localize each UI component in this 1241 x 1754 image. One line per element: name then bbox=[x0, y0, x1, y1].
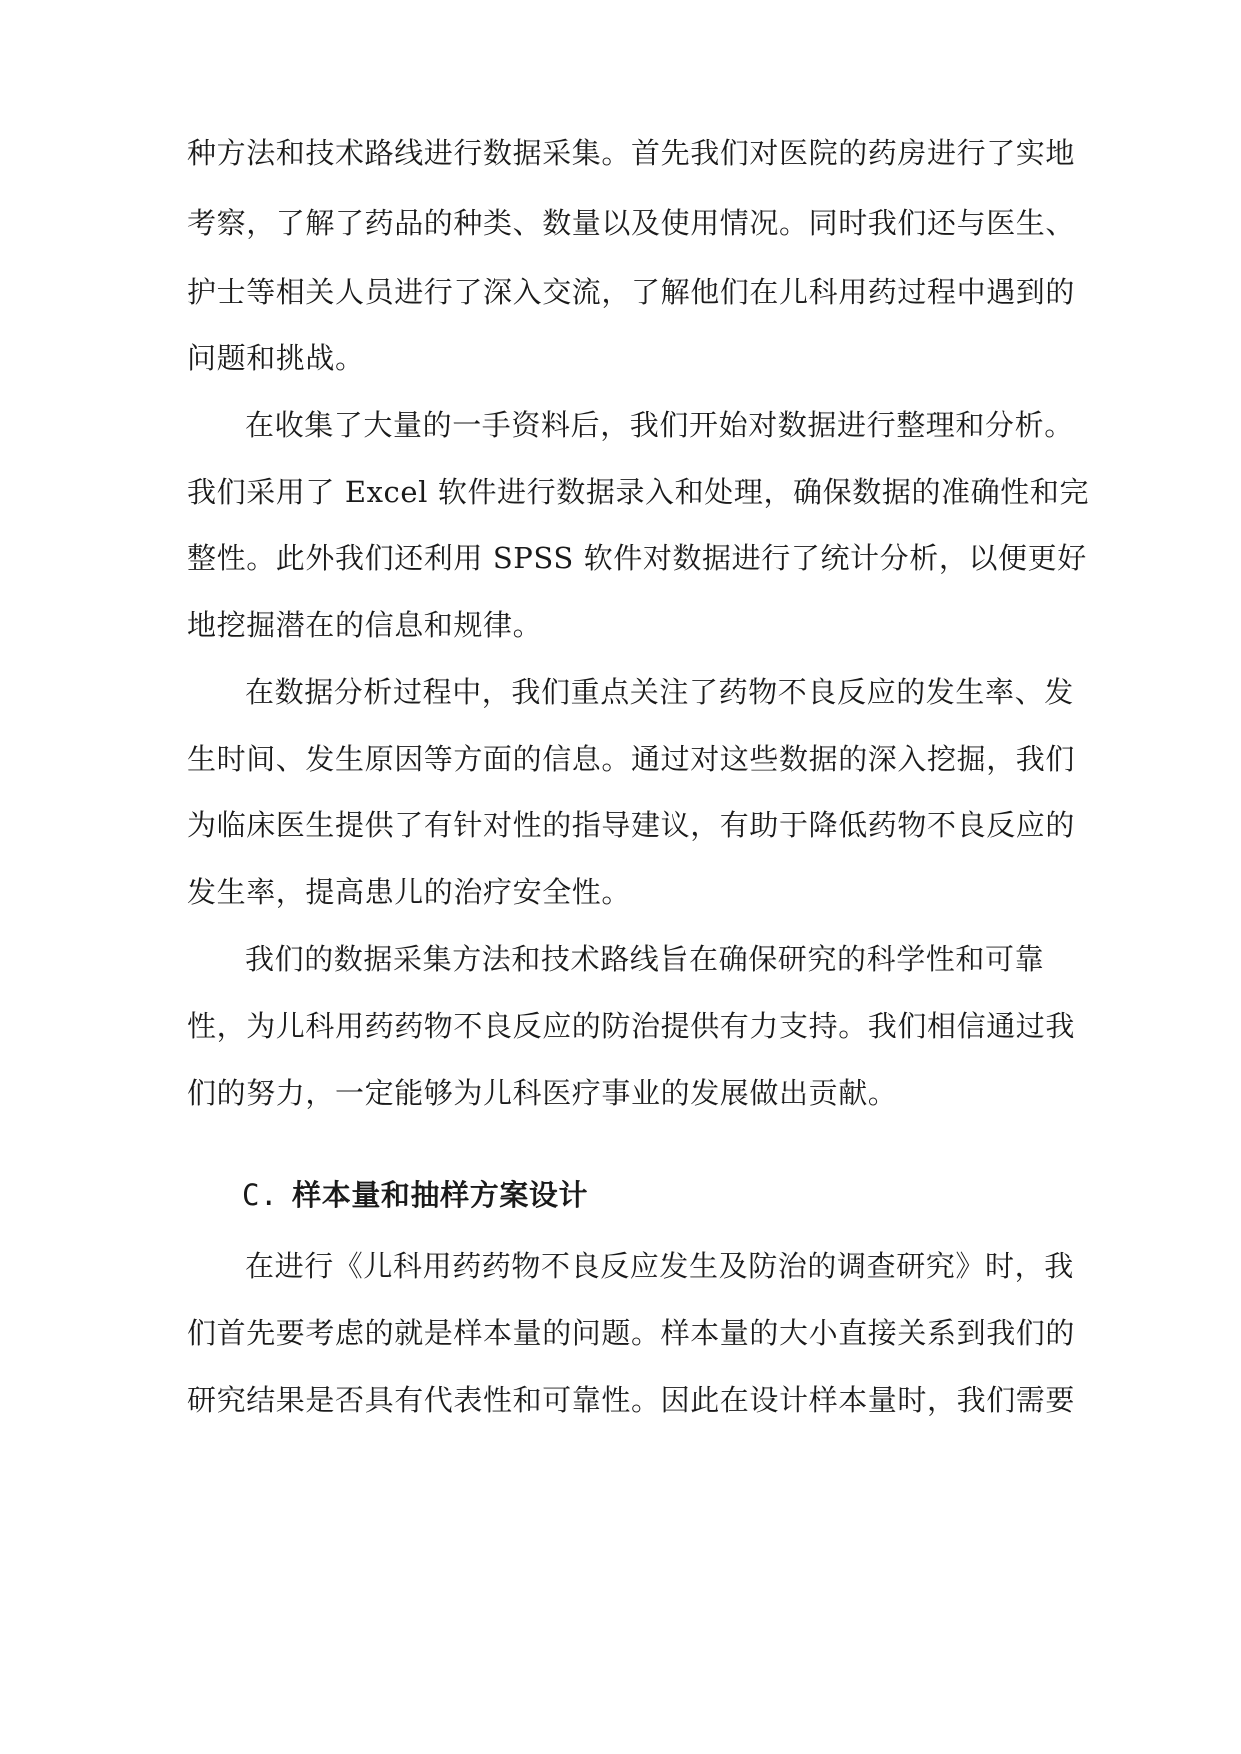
section-heading-title: 样本量和抽样方案设计 bbox=[292, 1178, 589, 1212]
paragraph-3-line-3: 为临床医生提供了有针对性的指导建议，有助于降低药物不良反应的 bbox=[187, 808, 1076, 842]
section-heading bbox=[242, 1175, 1122, 1215]
paragraph-5-line-1: 在进行《儿科用药药物不良反应发生及防治的调查研究》时，我 bbox=[245, 1249, 1074, 1283]
paragraph-1-line-3: 护士等相关人员进行了深入交流，了解他们在儿科用药过程中遇到的 bbox=[187, 275, 1076, 309]
paragraph-5-line-3: 研究结果是否具有代表性和可靠性。因此在设计样本量时，我们需要 bbox=[187, 1383, 1076, 1417]
paragraph-1-line-4: 问题和挑战。 bbox=[187, 341, 365, 375]
paragraph-3-line-2: 生时间、发生原因等方面的信息。通过对这些数据的深入挖掘，我们 bbox=[187, 742, 1076, 776]
paragraph-3-line-1: 在数据分析过程中，我们重点关注了药物不良反应的发生率、发 bbox=[245, 675, 1074, 709]
paragraph-1-line-1: 种方法和技术路线进行数据采集。首先我们对医院的药房进行了实地 bbox=[187, 136, 1076, 170]
paragraph-1-line-2: 考察，了解了药品的种类、数量以及使用情况。同时我们还与医生、 bbox=[187, 206, 1076, 240]
paragraph-4-line-3: 们的努力，一定能够为儿科医疗事业的发展做出贡献。 bbox=[187, 1076, 898, 1110]
paragraph-2-line-2: 我们采用了 Excel 软件进行数据录入和处理，确保数据的准确性和完 bbox=[187, 475, 1090, 509]
paragraph-2-line-3: 整性。此外我们还利用 SPSS 软件对数据进行了统计分析，以便更好 bbox=[187, 541, 1087, 575]
paragraph-4-line-1: 我们的数据采集方法和技术路线旨在确保研究的科学性和可靠 bbox=[245, 942, 1045, 976]
paragraph-3-line-4: 发生率，提高患儿的治疗安全性。 bbox=[187, 875, 632, 909]
paragraph-4-line-2: 性，为儿科用药药物不良反应的防治提供有力支持。我们相信通过我 bbox=[187, 1009, 1076, 1043]
paragraph-2-line-4: 地挖掘潜在的信息和规律。 bbox=[187, 608, 543, 642]
section-heading-marker: C. bbox=[242, 1178, 279, 1212]
paragraph-5-line-2: 们首先要考虑的就是样本量的问题。样本量的大小直接关系到我们的 bbox=[187, 1316, 1076, 1350]
paragraph-2-line-1: 在收集了大量的一手资料后，我们开始对数据进行整理和分析。 bbox=[245, 408, 1074, 442]
